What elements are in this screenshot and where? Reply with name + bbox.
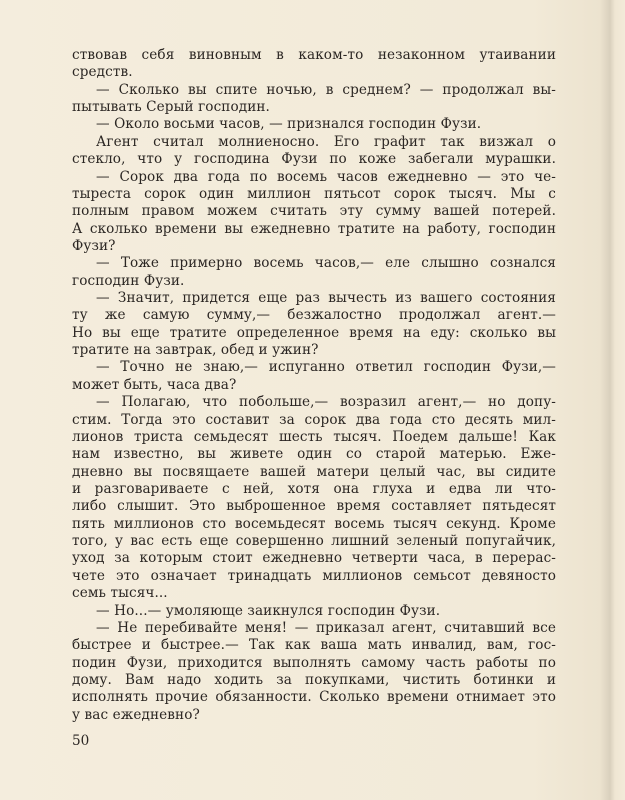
- text-line: — Сорок два года по восемь часов ежедневно — это че-: [96, 168, 556, 185]
- text-line: А сколько времени вы ежедневно тратите на работу, господин: [72, 220, 556, 237]
- text-line: — Точно не знаю,— испуганно ответил господин Фузи,—: [96, 359, 556, 376]
- text-line: — Но...— умоляюще заикнулся господин Фузи.: [96, 602, 441, 619]
- text-line: стекло, что у господина Фузи по коже забегали мурашки.: [72, 151, 556, 168]
- text-line: тыреста сорок один миллион пятьсот сорок тысяч. Мы с: [72, 185, 556, 202]
- text-line: семь тысяч...: [72, 585, 168, 602]
- text-line: ту же самую сумму,— безжалостно продолжал агент.—: [72, 307, 556, 324]
- page-body-text: [72, 47, 556, 724]
- text-line: стим. Тогда это составит за сорок два года сто десять мил-: [72, 411, 556, 428]
- text-line: Но вы еще тратите определенное время на еду: сколько вы: [72, 324, 556, 341]
- text-line: уход за которым стоит ежедневно четверти часа, в перерас-: [72, 550, 556, 567]
- text-line: подин Фузи, приходится выполнять самому часть работы по: [72, 654, 556, 671]
- text-line: полным правом можем считать эту сумму вашей потерей.: [72, 203, 556, 220]
- text-line: лионов триста семьдесят шесть тысяч. Поедем дальше! Как: [72, 428, 556, 445]
- text-line: — Не перебивайте меня! — приказал агент, считавший все: [96, 619, 556, 636]
- text-line: либо слышит. Это выброшенное время составляет пятьдесят: [72, 498, 556, 515]
- text-line: и разговариваете с ней, хотя она глуха и едва ли что-: [72, 480, 556, 497]
- text-line: господин Фузи.: [72, 272, 185, 289]
- text-line: — Около восьми часов, — признался господин Фузи.: [96, 116, 482, 133]
- text-line: тратите на завтрак, обед и ужин?: [72, 342, 319, 359]
- text-line: — Полагаю, что побольше,— возразил агент,— но допу-: [96, 394, 556, 411]
- text-line: Фузи?: [72, 237, 116, 254]
- text-line: того, у вас есть еще совершенно лишний зеленый попугайчик,: [72, 533, 556, 550]
- text-line: средств.: [72, 64, 133, 81]
- text-line: дому. Вам надо ходить за покупками, чистить ботинки и: [72, 671, 556, 688]
- text-line: нам известно, вы живете один со старой матерью. Еже-: [72, 446, 556, 463]
- text-line: может быть, часа два?: [72, 376, 237, 393]
- text-line: дневно вы посвящаете вашей матери целый час, вы сидите: [72, 463, 556, 480]
- text-line: пять миллионов сто восемьдесят восемь тысяч секунд. Кроме: [72, 515, 556, 532]
- text-line: пытывать Серый господин.: [72, 99, 270, 116]
- text-line: ствовав себя виновным в каком-то незаконном утаивании: [72, 47, 556, 63]
- page-number: 50: [72, 733, 90, 749]
- text-line: Агент считал молниеносно. Его графит так визжал о: [96, 133, 556, 150]
- text-line: — Значит, придется еще раз вычесть из вашего состояния: [96, 290, 556, 307]
- text-line: у вас ежедневно?: [72, 706, 200, 723]
- text-line: чете это означает тринадцать миллионов семьсот девяносто: [72, 567, 556, 584]
- text-line: исполнять прочие обязанности. Сколько времени отнимает это: [72, 689, 556, 706]
- text-line: — Тоже примерно восемь часов,— еле слышно сознался: [96, 255, 556, 272]
- text-line: быстрее и быстрее.— Так как ваша мать инвалид, вам, гос-: [72, 637, 556, 654]
- text-line: — Сколько вы спите ночью, в среднем? — продолжал вы-: [96, 81, 556, 98]
